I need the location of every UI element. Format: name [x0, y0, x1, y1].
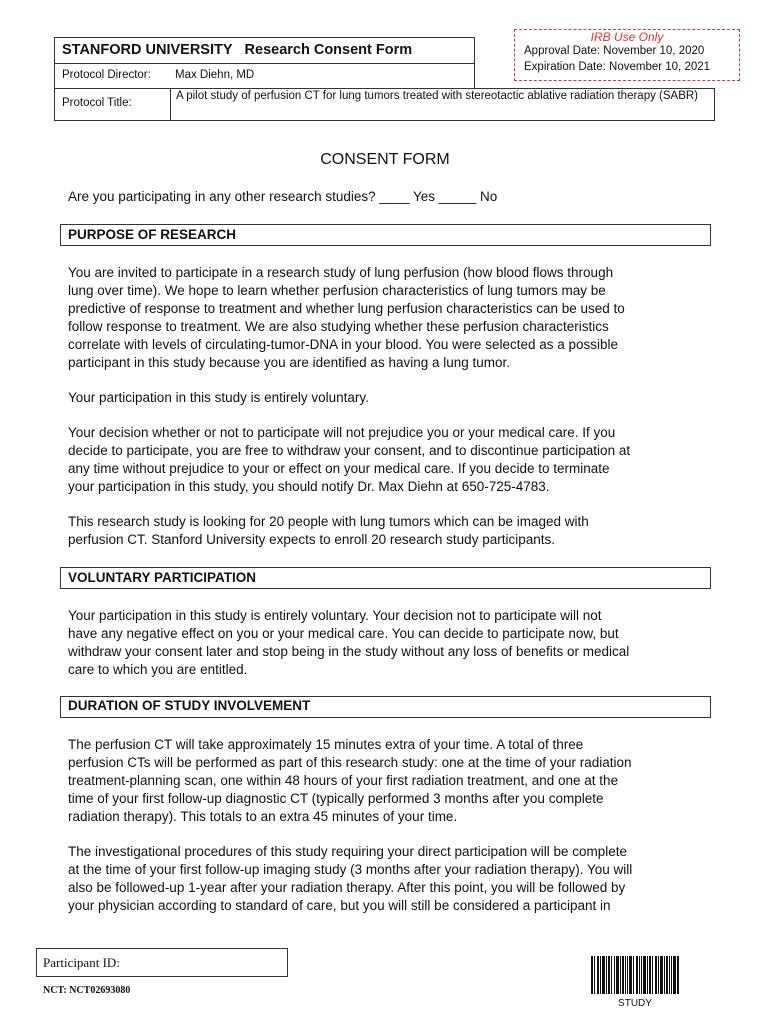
text-line: treatment-planning scan, one within 48 hours of your first radiation treatment, and one at the	[68, 773, 619, 788]
protocol-title-value: A pilot study of perfusion CT for lung tumors treated with stereotactic ablative radiation therapy (SABR)	[176, 90, 699, 102]
participant-id-label: Participant ID:	[43, 955, 120, 970]
section-voluntary-title: VOLUNTARY PARTICIPATION	[68, 570, 256, 585]
protocol-title-divider	[170, 89, 171, 120]
other-studies-question: Are you participating in any other research studies? ____ Yes _____ No	[68, 189, 498, 204]
voluntary-paragraph	[68, 607, 708, 679]
text-line: This research study is looking for 20 people with lung tumors which can be imaged with	[68, 514, 589, 529]
irb-approval-date: Approval Date: November 10, 2020	[524, 45, 705, 57]
text-line: also be followed-up 1-year after your radiation therapy. After this point, you will be followed by	[68, 880, 626, 895]
text-line: correlate with levels of circulating-tumor-DNA in your blood. You were selected as a possible	[68, 337, 619, 352]
text-line: at the time of your first follow-up imaging study (3 months after your radiation therapy). You will	[68, 862, 633, 877]
text-line: any time without prejudice to your or effect on your medical care. If you decide to terminate	[68, 461, 610, 476]
purpose-paragraph-3	[68, 424, 708, 496]
text-line: Your participation in this study is entirely voluntary.	[68, 390, 369, 405]
form-title	[62, 42, 412, 58]
text-line: withdraw your consent later and stop being in the study without any loss of benefits or medical	[68, 644, 630, 659]
nct-number: NCT: NCT02693080	[43, 985, 131, 996]
barcode-icon	[591, 956, 679, 994]
consent-form-title: CONSENT FORM	[320, 151, 450, 168]
irb-title: IRB Use Only	[590, 30, 664, 44]
org-name: STANFORD UNIVERSITY	[62, 42, 233, 58]
protocol-title-label: Protocol Title:	[62, 97, 132, 109]
header-divider	[54, 63, 474, 64]
text-line: have any negative effect on you or your medical care. You can decide to participate now, but	[68, 626, 619, 641]
text-line: Your decision whether or not to participate will not prejudice you or your medical care. If you	[68, 425, 616, 440]
irb-expiration-date: Expiration Date: November 10, 2021	[524, 61, 711, 73]
text-line: The perfusion CT will take approximately 15 minutes extra of your time. A total of three	[68, 737, 584, 752]
purpose-paragraph-2	[68, 389, 708, 407]
protocol-director-label: Protocol Director:	[62, 69, 151, 81]
text-line: care to which you are entitled.	[68, 662, 248, 677]
duration-paragraph-1	[68, 736, 708, 826]
purpose-paragraph-4	[68, 513, 708, 549]
text-line: your participation in this study, you should notify Dr. Max Diehn at 650-725-4783.	[68, 479, 550, 494]
text-line: The investigational procedures of this study requiring your direct participation will be complete	[68, 844, 628, 859]
section-purpose-title: PURPOSE OF RESEARCH	[68, 227, 237, 242]
purpose-paragraph-1	[68, 264, 708, 372]
text-line: time of your first follow-up diagnostic CT (typically performed 3 months after you complete	[68, 791, 604, 806]
text-line: You are invited to participate in a research study of lung perfusion (how blood flows through	[68, 265, 614, 280]
protocol-director-value: Max Diehn, MD	[175, 69, 255, 81]
text-line: lung over time). We hope to learn whether perfusion characteristics of lung tumors may be	[68, 283, 606, 298]
text-line: radiation therapy). This totals to an extra 45 minutes of your time.	[68, 809, 458, 824]
section-duration-title: DURATION OF STUDY INVOLVEMENT	[68, 698, 311, 713]
text-line: perfusion CT. Stanford University expects to enroll 20 research study participants.	[68, 532, 555, 547]
text-line: participant in this study because you are identified as having a lung tumor.	[68, 355, 511, 370]
text-line: perfusion CTs will be performed as part of this research study: one at the time of your radiation	[68, 755, 632, 770]
text-line: follow response to treatment. We are also studying whether these perfusion characteristics	[68, 319, 609, 334]
duration-paragraph-2	[68, 843, 708, 915]
text-line: decide to participate, you are free to withdraw your consent, and to discontinue participation at	[68, 443, 631, 458]
text-line: predictive of response to treatment and whether lung perfusion characteristics can be used to	[68, 301, 625, 316]
text-line: Your participation in this study is entirely voluntary. Your decision not to participate will not	[68, 608, 602, 623]
text-line: your physician according to standard of care, but you will still be considered a participant in	[68, 898, 611, 913]
study-label: STUDY	[618, 998, 652, 1009]
form-name: Research Consent Form	[244, 42, 413, 58]
